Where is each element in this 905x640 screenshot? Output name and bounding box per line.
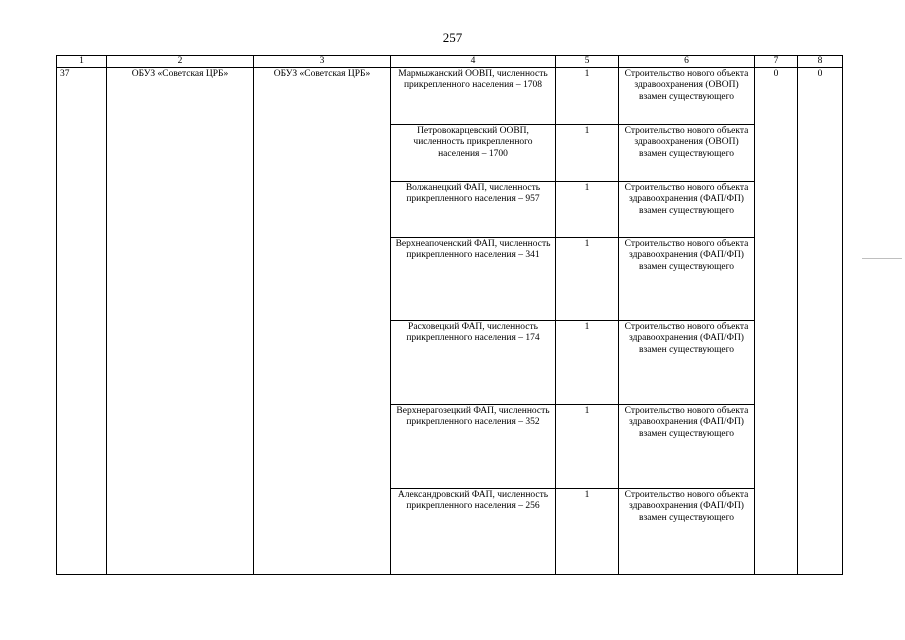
- measure-cell: Строительство нового объекта здравоохранения (ОВОП) взамен существующего: [619, 68, 755, 125]
- count-cell: 1: [556, 238, 619, 321]
- column-number: 5: [556, 56, 619, 68]
- measure-cell: Строительство нового объекта здравоохранения (ОВОП) взамен существующего: [619, 125, 755, 182]
- facility-cell: Расховецкий ФАП, численность прикрепленного населения – 174: [391, 321, 556, 405]
- count-cell: 1: [556, 489, 619, 575]
- scan-edge-line: [862, 258, 902, 259]
- column-number-row: [57, 56, 843, 68]
- column-number: 8: [798, 56, 843, 68]
- count-cell: 1: [556, 68, 619, 125]
- measure-cell: Строительство нового объекта здравоохранения (ФАП/ФП) взамен существующего: [619, 238, 755, 321]
- facility-cell: Волжанецкий ФАП, численность прикрепленного населения – 957: [391, 182, 556, 238]
- column-number: 6: [619, 56, 755, 68]
- col8-value: 0: [798, 68, 843, 575]
- page-number: 257: [442, 30, 463, 45]
- column-number: 3: [254, 56, 391, 68]
- facility-cell: Верхнеапоченский ФАП, численность прикрепленного населения – 341: [391, 238, 556, 321]
- measure-cell: Строительство нового объекта здравоохранения (ФАП/ФП) взамен существующего: [619, 182, 755, 238]
- facility-cell: Мармыжанский ООВП, численность прикрепленного населения – 1708: [391, 68, 556, 125]
- column-number: 1: [57, 56, 107, 68]
- organization-col3: ОБУЗ «Советская ЦРБ»: [254, 68, 391, 575]
- col7-value: 0: [755, 68, 798, 575]
- row-number: 37: [57, 68, 107, 575]
- count-cell: 1: [556, 321, 619, 405]
- measure-cell: Строительство нового объекта здравоохранения (ФАП/ФП) взамен существующего: [619, 489, 755, 575]
- measure-cell: Строительство нового объекта здравоохранения (ФАП/ФП) взамен существующего: [619, 321, 755, 405]
- count-cell: 1: [556, 182, 619, 238]
- facility-cell: Верхнерагозецкий ФАП, численность прикрепленного населения – 352: [391, 405, 556, 489]
- facility-cell: Александровский ФАП, численность прикрепленного населения – 256: [391, 489, 556, 575]
- count-cell: 1: [556, 125, 619, 182]
- column-number: 2: [107, 56, 254, 68]
- table-row: [57, 68, 843, 125]
- document-table: [56, 55, 843, 575]
- measure-cell: Строительство нового объекта здравоохранения (ФАП/ФП) взамен существующего: [619, 405, 755, 489]
- count-cell: 1: [556, 405, 619, 489]
- facility-cell: Петровокарцевский ООВП, численность прикрепленного населения – 1700: [391, 125, 556, 182]
- column-number: 4: [391, 56, 556, 68]
- organization-col2: ОБУЗ «Советская ЦРБ»: [107, 68, 254, 575]
- column-number: 7: [755, 56, 798, 68]
